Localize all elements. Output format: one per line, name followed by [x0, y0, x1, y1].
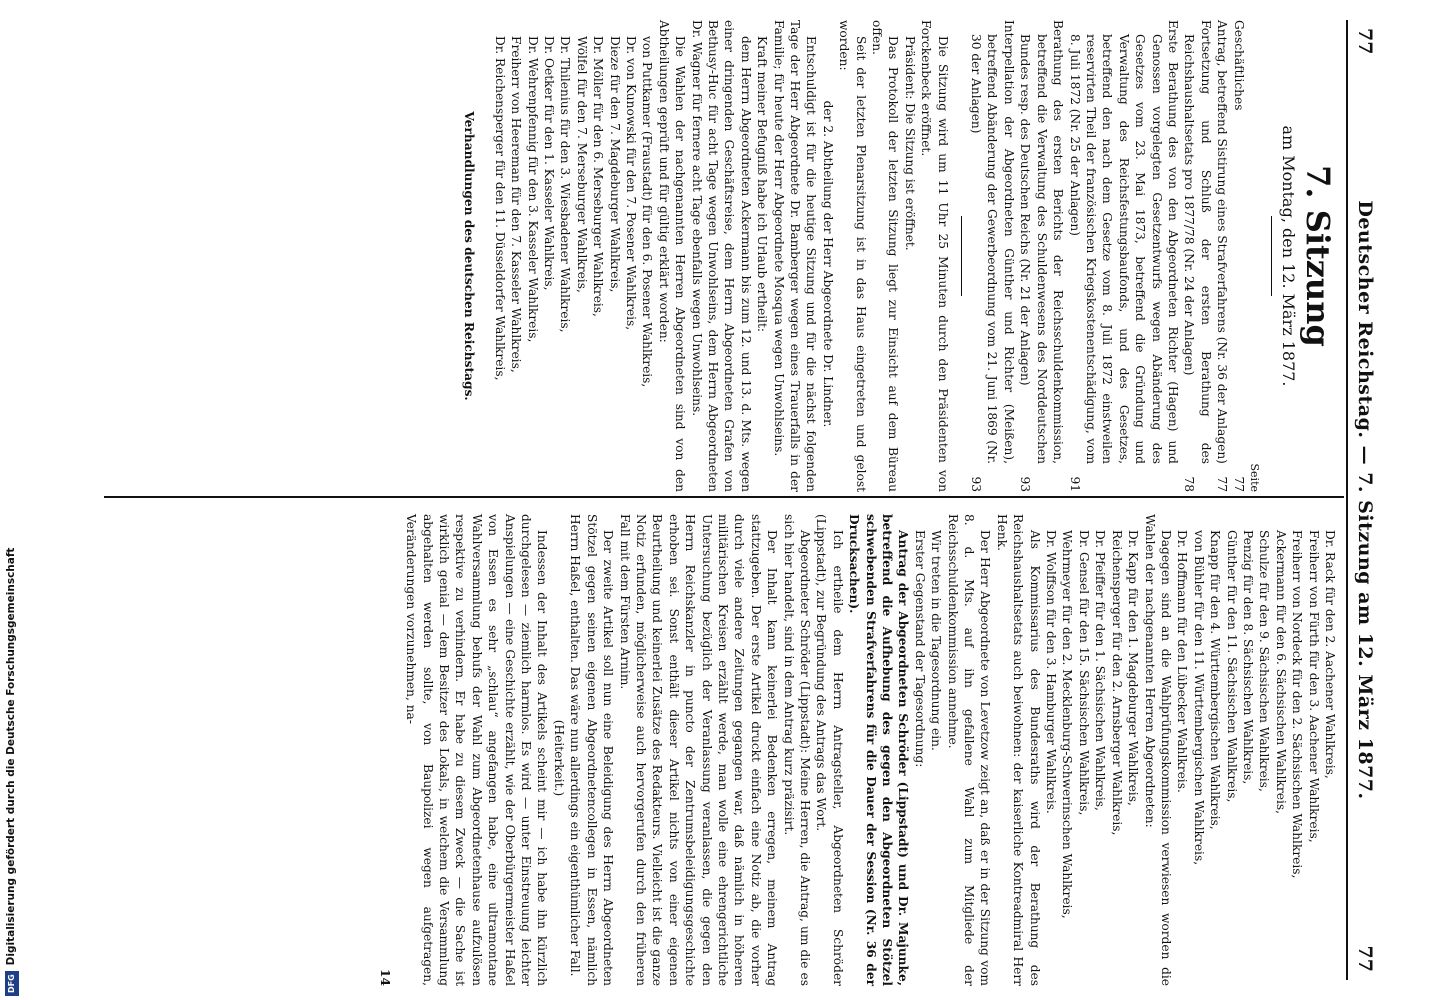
header-rule — [1346, 20, 1348, 980]
toc-page: 77 — [1215, 476, 1230, 492]
list-item: Dr. Wehrenpfennig für den 3. Kasseler Wahlkreis, — [525, 36, 540, 343]
list-item: Wehrmeyer für den 2. Mecklenburg-Schwerinschen Wahlkreis, — [1060, 530, 1075, 919]
list-item: Dr. Wolffson für den 3. Hamburger Wahlkreis. — [1044, 530, 1059, 814]
side-note-text: Digitalisierung gefördert durch die Deutsche Forschungsgemeinschaft — [5, 547, 17, 966]
dfg-logo: DFG — [5, 971, 19, 996]
paragraph: Präsident: Die Sitzung ist eröffnet. — [902, 36, 917, 251]
list-item: Dr. Rack für den 2. Aachener Wahlkreis, — [1323, 530, 1337, 779]
toc-item — [968, 20, 1017, 492]
paragraph: Entschuldigt ist für die heutige Sitzung und für die nächst folgenden Tage der Herr Abgeordnete Dr. Bamberger wegen eines Trauerfalls in der Familie; für heute der Herr Abgeordnete Mosqua wegen Unwohlseins. — [771, 20, 819, 492]
list-item: Dr. Pfeiffer für den 1. Sächsischen Wahlkreis, — [1093, 530, 1108, 811]
list-item: Dr. Reichensperger für den 11. Düsseldorfer Wahlkreis, — [492, 36, 507, 381]
page-number-right: 77 — [1354, 945, 1376, 972]
paragraph: Die Sitzung wird um 11 Uhr 25 Minuten durch den Präsidenten von Forckenbeck eröffnet. — [919, 20, 950, 492]
paragraph: Dagegen sind an die Wahlprüfungskommission verwiesen worden die Wahlen der nachgenannten Herren Abgeordneten: — [1142, 514, 1173, 986]
list-item: Dr. Oetker für den 1. Kasseler Wahlkreis, — [541, 36, 556, 291]
list-item: Freiherr von Fürth für den 3. Aachener Wahlkreis, — [1306, 530, 1321, 843]
toc-header — [1247, 20, 1261, 492]
paragraph: Der Inhalt kann keinerlei Bedenken erregen, meinem Antrag stattzugeben. Der erste Artikel druckt einfach eine Notiz ab, die vorher durch viele andere Zeitungen gegangen war, daß nämlich in höheren militärischen Kreisen erzählt werde, man wolle eine ehrengerichtliche Untersuchung bezüglich der Veranlassung veranlassen, die gegen den Herrn Reichskanzler in puncto der Zentrumsbeleidigungsgeschichte erhoben sei. Sonst enthält dieser Artikel nichts von einer eigenen Beurtheilung und keinerlei Zusätze des Redakteurs. Vielleicht ist die ganze Notiz erfunden, möglicherweise auch hervorgerufen durch den früheren Fall mit dem Fürsten Arnim. — [617, 514, 780, 986]
paragraph: Abgeordneter Schröder (Lippstadt): Meine Herren, die Antrag, um die es sich hier handelt, sind in dem Antrag kurz präzisirt. — [781, 514, 812, 986]
page-number-left: 77 — [1354, 28, 1376, 55]
side-note-text-wrap — [4, 547, 18, 996]
table-of-contents — [968, 20, 1247, 492]
list-item: Freiherr von Heereman für den 7. Kasseler Wahlkreis, — [509, 36, 524, 373]
signature-number: 14 — [377, 969, 392, 986]
toc-item — [1181, 20, 1214, 492]
list-item: Penzig für den 8. Sächsischen Wahlkreis, — [1240, 530, 1255, 785]
toc-text: Fortsetzung und Schluß der ersten Berathung des Reichshaushaltsetats pro 1877/78 (Nr. 24 der Anlagen) — [1182, 20, 1213, 464]
paragraph: Indessen der Inhalt des Artikels scheint mir — ich habe ihn kürzlich durchgelesen — ziemlich harmlos. Es wird — unter Einstreuung leichter Anspielungen — eine Geschichte erzählt, wie der Oberbürgermeister Haßel von Essen es sehr „schlau“ angefangen habe, eine ultramontane Wahlversammlung behufs der Wahl zum Abgeordnetenhause aufzulösen respektive zu verhindern. Er habe zu diesem Zweck — die Sache ist wirklich genial — dem Besitzer des Lokals, in welchem die Versammlung abgehalten werden sollte, von Baupolizei wegen aufgetragen, Veränderungen vorzunehmen, na- — [404, 514, 550, 986]
toc-item — [1230, 20, 1246, 492]
session-date: am Montag, den 12. März 1877. — [1279, 125, 1298, 387]
side-note — [4, 547, 18, 996]
heading-rule — [1271, 216, 1272, 296]
paragraph: (Heiterkeit.) — [551, 719, 566, 797]
list-item: Reichensperger für den 2. Arnsberger Wahlkreis, — [1109, 530, 1124, 836]
toc-page: 91 — [1067, 476, 1082, 492]
toc-item — [1066, 20, 1181, 492]
list-item: Dieze für den 7. Magdeburger Wahlkreis, — [607, 36, 622, 293]
list-item: Dr. Thilenius für den 3. Wiesbadener Wahlkreis, — [558, 36, 573, 333]
paragraph: der 2. Abtheilung der Herr Abgeordnete Dr. Lindner. — [820, 100, 835, 428]
paragraph: Erster Gegenstand der Tagesordnung: — [912, 530, 927, 768]
footer-caption: Verhandlungen des deutschen Reichstags. — [462, 111, 477, 401]
toc-page: 77 — [1231, 476, 1246, 492]
left-column — [461, 20, 1338, 492]
running-title: Deutscher Reichstag. — 7. Sitzung am 12. März 1877. — [1354, 200, 1376, 800]
list-item: Freiherr von Nordeck für den 2. Sächsischen Wahlkreis, — [1290, 530, 1305, 879]
right-column — [376, 514, 1338, 986]
list-item: von Bühler für den 11. Württembergischen Wahlkreis, — [1191, 530, 1206, 866]
list-item: von Puttkamer (Fraustadt) für den 6. Posener Wahlkreis, — [640, 36, 655, 388]
toc-item — [1214, 20, 1230, 492]
paragraph: Seit der letzten Plenarsitzung ist in das Haus eingetreten und gelost worden: — [837, 20, 868, 492]
paragraph: Der Herr Abgeordnete von Levetzow zeigt an, daß er in der Sitzung vom 8. d. Mts. auf ihn gefallene Wahl zum Mitgliede der Reichsschuldenkommission annehme. — [945, 514, 993, 986]
toc-text: Interpellation der Abgeordneten Günther und Richter (Meißen), betreffend Abänderung der Gewerbeordnung vom 21. Juni 1869 (Nr. 30 der Anlagen) — [969, 20, 1016, 464]
toc-text: Erste Berathung des von den Abgeordneten Richter (Hagen) und Genossen vorgelegten Gesetzentwurfs wegen Abänderung des Gesetzes vom 23. Mai 1873, betreffend die Gründung und Verwaltung des Reichsfestungsbaufonds, und des Gesetzes, betreffend den nach dem Gesetze vom 8. Juli 1872 einstweilen reservirten Theil der französischen Kriegskostenentschädigung, vom 8. Juli 1872 (Nr. 25 der Anlagen) — [1067, 20, 1180, 464]
list-item: Schulze für den 9. Sächsischen Wahlkreis, — [1257, 530, 1272, 792]
column-divider — [104, 496, 1344, 498]
paragraph: Kraft meiner Befugniß habe ich Urlaub ertheilt: — [755, 36, 770, 333]
toc-page: 93 — [1018, 476, 1033, 492]
agenda-item-title: Antrag der Abgeordneten Schröder (Lippstadt) und Dr. Majunke, betreffend die Aufhebung des gegen den Abgeordneten Stötzel schwebenden Strafverfahrens für die Dauer der Session (Nr. 36 der Drucksachen). — [847, 514, 911, 986]
list-item: Knapp für den 4. Württembergischen Wahlkreis, — [1208, 530, 1223, 830]
toc-text: Geschäftliches — [1231, 20, 1246, 111]
list-item: Dr. von Kunowski für den 7. Posener Wahlkreis, — [623, 36, 638, 331]
toc-text: Antrag, betreffend Sistirung eines Strafverfahrens (Nr. 36 der Anlagen) — [1215, 20, 1230, 464]
paragraph: Ich ertheile dem Herrn Antragsteller, Abgeordneten Schröder (Lippstadt), zur Begründung des Antrags das Wort. — [814, 514, 845, 986]
toc-page-label: Seite — [1247, 463, 1261, 492]
toc-page: 78 — [1182, 476, 1197, 492]
list-item: Dr. Gensel für den 15. Sächsischen Wahlkreis, — [1076, 530, 1091, 816]
toc-rule — [961, 216, 962, 296]
list-item: Günther für den 11. Sächsischen Wahlkreis, — [1224, 530, 1239, 803]
list-item: Dr. Kapp für den 1. Magdeburger Wahlkreis, — [1126, 530, 1141, 806]
paragraph: Das Protokoll der letzten Sitzung liegt zur Einsicht auf dem Büreau offen. — [870, 20, 901, 492]
paragraph: Der zweite Artikel soll nun eine Beleidigung des Herrn Abgeordneten Stötzel gegen seinen eigenen Abgeordnetencollegen in Essen, nämlich Herrn Haßel, enthalten. Das wäre nun allerdings ein eigenthümlicher Fall. — [568, 514, 616, 986]
list-item: Ackermann für den 6. Sächsischen Wahlkreis, — [1273, 530, 1288, 814]
session-heading: 7. Sitzung — [1299, 165, 1337, 347]
paragraph: Die Wahlen der nachgenannten Herren Abgeordneten sind von den Abtheilungen geprüft und für gültig erklärt worden: — [656, 20, 688, 492]
toc-page: 93 — [969, 476, 984, 492]
running-header — [1346, 20, 1390, 980]
toc-text: Berathung des ersten Berichts der Reichsschuldenkommission, betreffend die Verwaltung des Schuldenwesens des Norddeutschen Bundes resp. des Deutschen Reichs (Nr. 21 der Anlagen) — [1018, 20, 1066, 464]
rotated-content — [90, 0, 1390, 1000]
paragraph: Wir treten in die Tagesordnung ein. — [929, 530, 944, 751]
list-item: Wölfel für den 7. Merseburger Wahlkreis, — [574, 36, 589, 293]
list-item: Dr. Möller für den 6. Merseburger Wahlkreis, — [591, 36, 606, 317]
toc-item — [1017, 20, 1066, 492]
paragraph: Als Kommissarius des Bundesraths wird der Berathung des Reichshaushaltsetats auch beiwohnen: der kaiserliche Kontreadmiral Herr Henk. — [994, 514, 1042, 986]
list-item: Dr. Hoffmann für den Lübecker Wahlkreis. — [1175, 530, 1190, 793]
paragraph: dem Herrn Abgeordneten Ackermann bis zum 12. und 13. d. Mts. wegen einer dringenden Geschäftsreise, dem Herrn Abgeordneten Grafen von Bethusy-Huc für acht Tage wegen Unwohlseins, dem Herrn Abgeordneten Dr. Wagner für fernere acht Tage ebenfalls wegen Unwohlseins. — [689, 20, 753, 492]
